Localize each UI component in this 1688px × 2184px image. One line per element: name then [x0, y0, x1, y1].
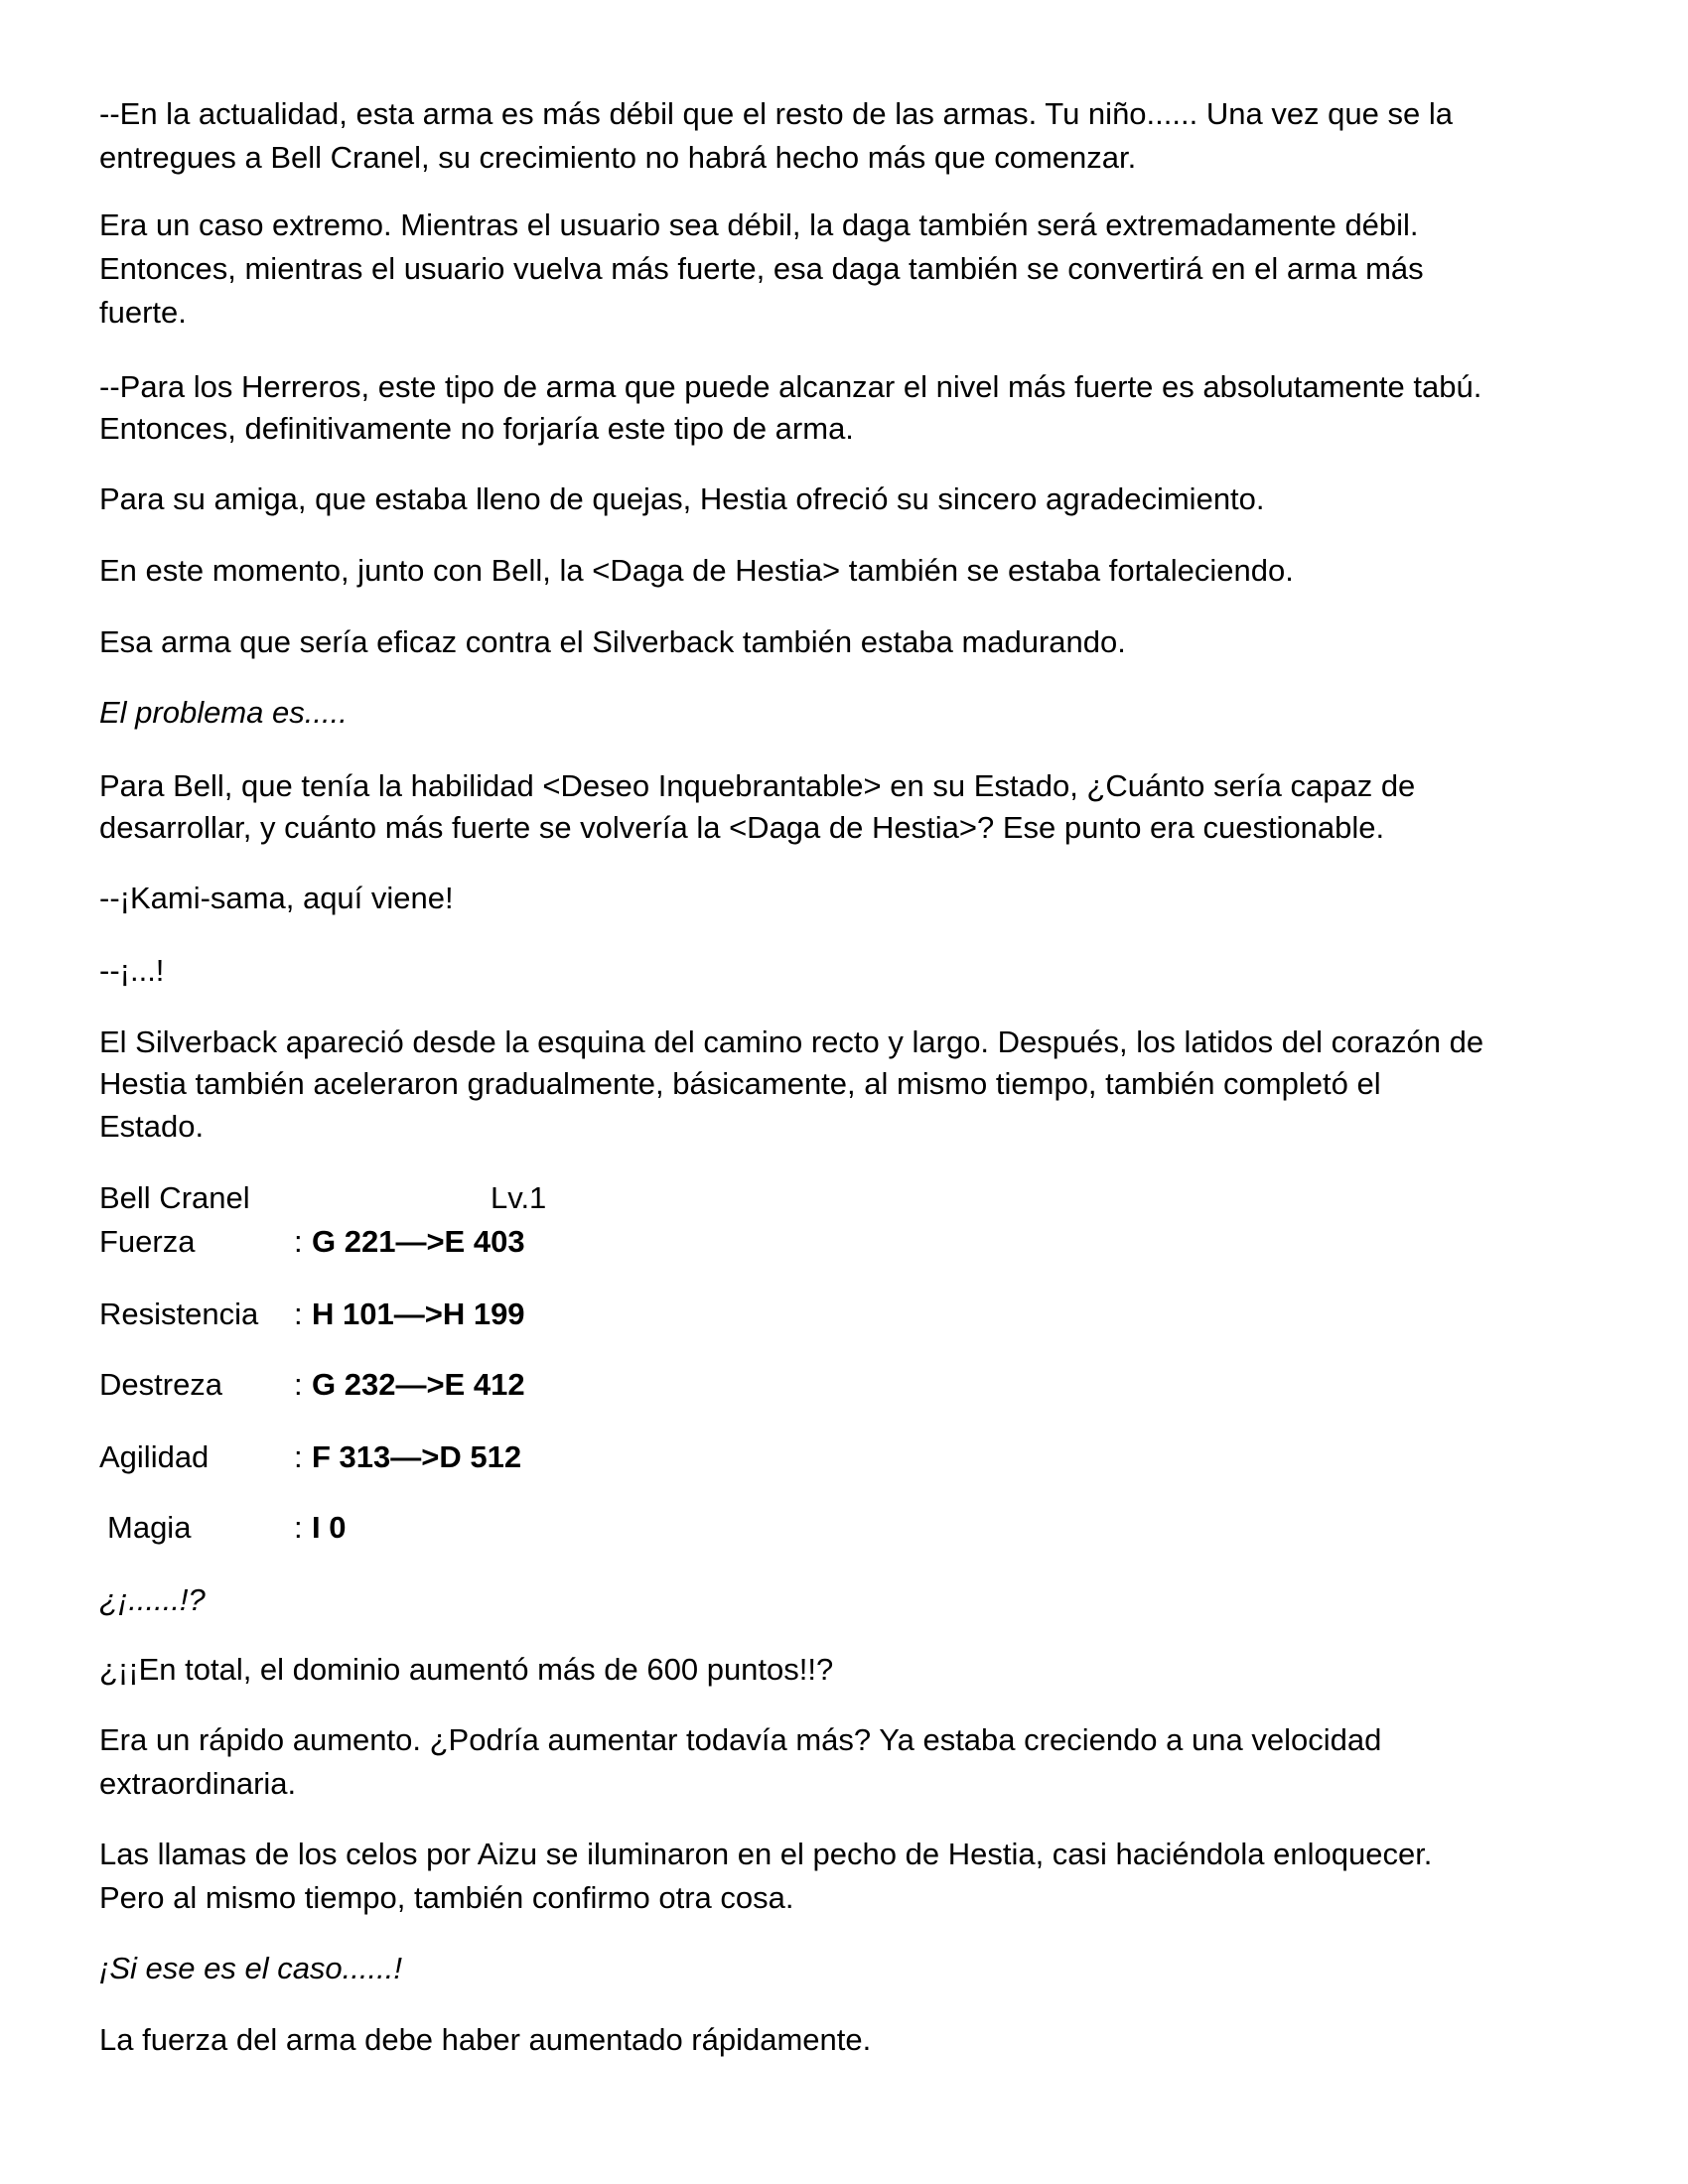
status-level: Lv.1 — [491, 1180, 547, 1215]
status-row-magia — [99, 1512, 576, 1546]
paragraph-line: Era un caso extremo. Mientras el usuario sea débil, la daga también será extremadamente débil. — [99, 207, 1419, 242]
stat-label: Fuerza — [99, 1224, 196, 1259]
paragraph-line: Para su amiga, que estaba lleno de quejas, Hestia ofreció su sincero agradecimiento. — [99, 481, 1265, 516]
paragraph-line: En este momento, junto con Bell, la <Daga de Hestia> también se estaba fortaleciendo. — [99, 553, 1294, 588]
stat-label: Agilidad — [99, 1439, 210, 1474]
paragraph-line: Entonces, mientras el usuario vuelva más fuerte, esa daga también se convertirá en el arma más — [99, 251, 1424, 286]
paragraph-line: Esa arma que sería eficaz contra el Silverback también estaba madurando. — [99, 624, 1126, 659]
stat-label: Resistencia — [99, 1297, 259, 1331]
stat-separator: : — [294, 1297, 303, 1331]
stat-value: I 0 — [312, 1510, 347, 1545]
italic-line: ¿¡......!? — [99, 1582, 206, 1617]
status-header — [99, 1182, 576, 1216]
paragraph-line: ¿¡¡En total, el dominio aumentó más de 600 puntos!!? — [99, 1652, 834, 1687]
paragraph-line: Hestia también aceleraron gradualmente, básicamente, al mismo tiempo, también completó el — [99, 1066, 1381, 1101]
stat-value: G 221—>E 403 — [312, 1224, 525, 1259]
status-row-resistencia — [99, 1298, 576, 1332]
stat-value: F 313—>D 512 — [312, 1439, 522, 1474]
stat-value: G 232—>E 412 — [312, 1367, 525, 1402]
italic-line: ¡Si ese es el caso......! — [99, 1951, 402, 1985]
status-name: Bell Cranel — [99, 1180, 250, 1215]
stat-value: H 101—>H 199 — [312, 1297, 525, 1331]
paragraph-line: La fuerza del arma debe haber aumentado rápidamente. — [99, 2022, 872, 2057]
stat-label: Magia — [107, 1510, 192, 1545]
paragraph-line: Entonces, definitivamente no forjaría este tipo de arma. — [99, 411, 854, 446]
paragraph-line: Estado. — [99, 1109, 205, 1144]
paragraph-line: Las llamas de los celos por Aizu se iluminaron en el pecho de Hestia, casi haciéndola enloquecer. — [99, 1837, 1433, 1871]
stat-separator: : — [294, 1439, 303, 1474]
italic-line: El problema es..... — [99, 695, 348, 730]
paragraph-line: --En la actualidad, esta arma es más débil que el resto de las armas. Tu niño...... Una vez que se la — [99, 96, 1453, 131]
paragraph-line: --Para los Herreros, este tipo de arma que puede alcanzar el nivel más fuerte es absolutamente tabú. — [99, 369, 1482, 404]
status-row-agilidad — [99, 1441, 576, 1475]
paragraph-line: desarrollar, y cuánto más fuerte se volvería la <Daga de Hestia>? Ese punto era cuestionable. — [99, 810, 1385, 845]
paragraph-line: Para Bell, que tenía la habilidad <Deseo Inquebrantable> en su Estado, ¿Cuánto sería capaz de — [99, 768, 1416, 803]
stat-separator: : — [294, 1510, 303, 1545]
paragraph-line: Era un rápido aumento. ¿Podría aumentar todavía más? Ya estaba creciendo a una velocidad — [99, 1722, 1382, 1757]
stat-label: Destreza — [99, 1367, 223, 1402]
stat-separator: : — [294, 1367, 303, 1402]
paragraph-line: Pero al mismo tiempo, también confirmo otra cosa. — [99, 1880, 794, 1915]
status-row-destreza — [99, 1369, 576, 1403]
dialogue-line: --¡Kami-sama, aquí viene! — [99, 881, 454, 915]
paragraph-line: fuerte. — [99, 295, 187, 330]
dialogue-line: --¡...! — [99, 953, 165, 988]
paragraph-line: extraordinaria. — [99, 1766, 297, 1801]
paragraph-line: entregues a Bell Cranel, su crecimiento no habrá hecho más que comenzar. — [99, 140, 1137, 175]
stat-separator: : — [294, 1224, 303, 1259]
paragraph-line: El Silverback apareció desde la esquina del camino recto y largo. Después, los latidos del corazón de — [99, 1024, 1484, 1059]
status-row-fuerza — [99, 1226, 576, 1260]
